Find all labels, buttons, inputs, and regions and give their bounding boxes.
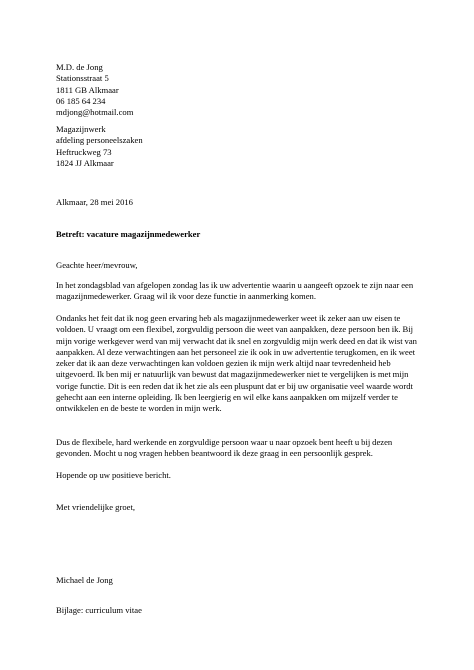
subject-line — [56, 229, 426, 240]
recipient-company: Magazijnwerk — [56, 124, 106, 134]
sender-address — [56, 62, 426, 118]
sender-name: M.D. de Jong — [56, 62, 103, 72]
sender-phone: 06 185 64 234 — [56, 95, 106, 106]
closing-text: Met vriendelijke groet, — [56, 502, 135, 512]
signature — [56, 575, 426, 586]
paragraph-3: Dus de flexibele, hard werkende en zorgvuldige persoon waar u naar opzoek bent heeft u bij dezen gevonden. Mocht u nog vragen hebben beantwoord ik deze graag in een persoonlijk gesprek. — [56, 437, 393, 459]
signature-name: Michael de Jong — [56, 575, 113, 585]
sender-city: 1811 GB Alkmaar — [56, 84, 119, 95]
attachment-line — [56, 605, 426, 616]
date-line — [56, 197, 426, 208]
sender-email: mdjong@hotmail.com — [56, 107, 134, 118]
paragraph-1: In het zondagsblad van afgelopen zondag las ik uw advertentie waarin u aangeeft opzoek te zijn naar een magazijnmedewerker. Graag wil ik voor deze functie in aanmerking komen. — [56, 280, 414, 302]
salutation-text: Geachte heer/mevrouw, — [56, 260, 138, 270]
attachment-text: Bijlage: curriculum vitae — [56, 605, 142, 615]
subject-text: Betreft: vacature magazijnmedewerker — [56, 229, 201, 239]
paragraph-2: Ondanks het feit dat ik nog geen ervaring heb als magazijnmedewerker weet ik zeker aan uw eisen te voldoen. U vraagt om een flexibel, zorgvuldig persoon die weet van aanpakken, deze persoon ben ik. Bij mijn vorige werkgever werd van mij verwacht dat ik snel en zorgvuldig mijn werk deed en dat ik wist van aanpakken. Al deze verwachtingen aan het personeel zie ik ook in uw advertentie terugkomen, en ik weet zeker dat ik aan deze verwachtingen kan voldoen gezien ik mijn werk altijd naar tevredenheid heb uitgevoerd. Ik ben mij er natuurlijk van bewust dat magazijnmedewerker niet te vergelijken is met mijn vorige functie. Dit is een reden dat ik het zie als een pluspunt dat er bij uw organisatie veel waarde wordt gehecht aan een interne opleiding. Ik ben leergierig en wil elke kans aanpakken om mijzelf verder te ontwikkelen en de beste te worden in mijn werk. — [56, 313, 417, 414]
closing — [56, 502, 426, 513]
paragraph-4: Hopende op uw positieve bericht. — [56, 470, 171, 480]
recipient-city: 1824 JJ Alkmaar — [56, 157, 114, 168]
sender-street: Stationsstraat 5 — [56, 73, 109, 84]
recipient-street: Heftruckweg 73 — [56, 146, 112, 157]
date-text: Alkmaar, 28 mei 2016 — [56, 197, 133, 207]
salutation — [56, 260, 426, 271]
recipient-address — [56, 124, 426, 169]
recipient-department: afdeling personeelszaken — [56, 135, 143, 146]
